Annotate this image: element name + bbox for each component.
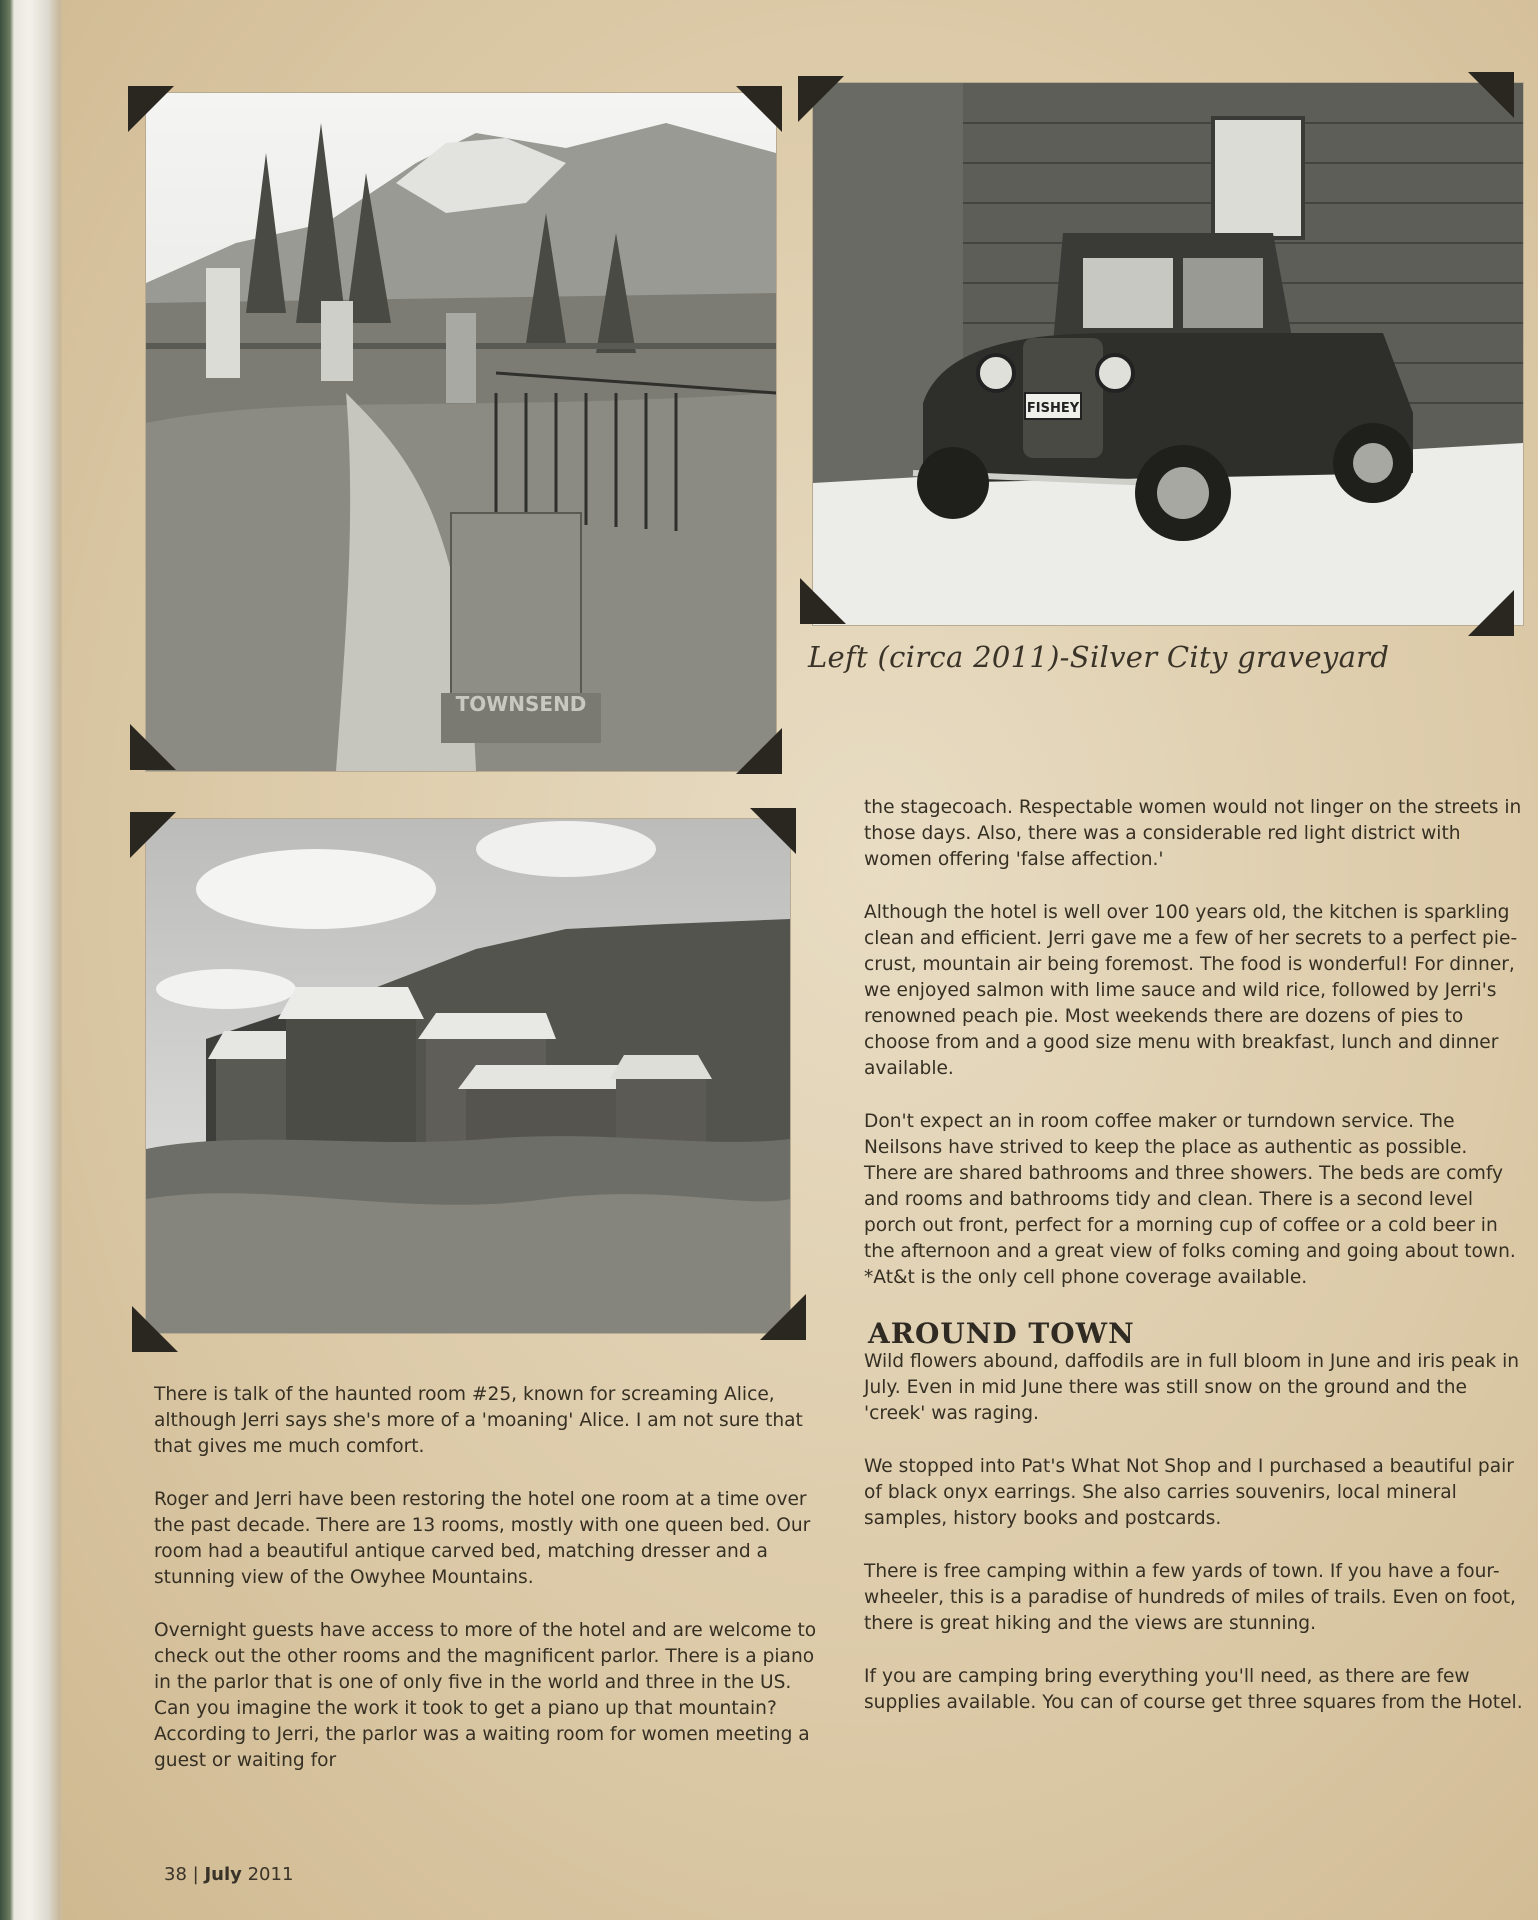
photo-corner-bl bbox=[130, 724, 176, 770]
page-footer bbox=[164, 1864, 293, 1885]
page-number: 38 bbox=[164, 1864, 187, 1885]
body-paragraph: There is free camping within a few yards of town. If you have a four-wheeler, this is a paradise of hundreds of miles of trails. Even on foot, there is great hiking and the views are stunning. bbox=[864, 1561, 1516, 1634]
body-paragraph: Wild flowers abound, daffodils are in full bloom in June and iris peak in July. Even in mid June there was still snow on the ground and the 'creek' was raging. bbox=[864, 1351, 1520, 1424]
headstone-text: TOWNSEND bbox=[455, 692, 587, 716]
photo-corner-bl bbox=[132, 1306, 178, 1352]
photo-corner-tr bbox=[736, 86, 782, 132]
footer-year: 2011 bbox=[247, 1864, 294, 1885]
footer-month: July bbox=[204, 1864, 242, 1885]
photo-corner-br bbox=[736, 728, 782, 774]
body-paragraph: the stagecoach. Respectable women would not linger on the streets in those days. Also, there was a considerable red light district with women offering 'false affection.' bbox=[864, 797, 1522, 870]
license-plate-text: FISHEY bbox=[1026, 401, 1080, 416]
hotel-image bbox=[146, 819, 790, 1333]
body-paragraph: Don't expect an in room coffee maker or turndown service. The Neilsons have strived to keep the place as authentic as possible. There are shared bathrooms and three showers. The beds are comfy and rooms and bathrooms tidy and clean. There is a second level porch out front, perfect for a morning cup of coffee or a cold beer in the afternoon and a great view of folks coming and going about town. bbox=[864, 1111, 1516, 1262]
body-paragraph: We stopped into Pat's What Not Shop and I purchased a beautiful pair of black onyx earrings. She also carries souvenirs, local mineral samples, history books and postcards. bbox=[864, 1456, 1514, 1529]
hotel-photo bbox=[145, 818, 791, 1334]
photo-corner-tl bbox=[798, 76, 844, 122]
photo-caption: Left (circa 2011)-Silver City graveyard bbox=[808, 640, 1390, 674]
body-paragraph: Roger and Jerri have been restoring the hotel one room at a time over the past decade. There are 13 rooms, mostly with one queen bed. Our room had a beautiful antique carved bed, matching dresser and a stunning view of the Owyhee Mountains. bbox=[154, 1489, 811, 1588]
footer-separator: | bbox=[192, 1864, 199, 1885]
body-paragraph: Although the hotel is well over 100 years old, the kitchen is sparkling clean and efficient. Jerri gave me a few of her secrets to a perfect pie- crust, mountain air being foremost. The food is wonderful! For dinner, we enjoyed salmon with lime sauce and wild rice, followed by Jerri's renowned peach pie. Most weekends there are dozens of pies to choose from and a good size menu with breakfast, lunch and dinner available. bbox=[864, 902, 1518, 1079]
photo-corner-br bbox=[760, 1294, 806, 1340]
graveyard-photo bbox=[145, 92, 777, 772]
body-paragraph: Overnight guests have access to more of the hotel and are welcome to check out the other rooms and the magnificent parlor. There is a piano in the parlor that is one of only five in the world and three in the US. Can you imagine the work it took to get a piano up that mountain? According to Jerri, the parlor was a waiting room for women meeting a guest or waiting for bbox=[154, 1620, 817, 1771]
magazine-spine bbox=[0, 0, 62, 1920]
photo-corner-tl bbox=[128, 86, 174, 132]
photo-corner-tl bbox=[130, 812, 176, 858]
truck-image bbox=[813, 83, 1523, 625]
left-text-column bbox=[154, 1382, 820, 1774]
graveyard-image bbox=[146, 93, 776, 771]
photo-corner-br bbox=[1468, 590, 1514, 636]
body-paragraph: If you are camping bring everything you'll need, as there are few supplies available. You can of course get three squares from the Hotel. bbox=[864, 1666, 1523, 1713]
coverage-note: *At&t is the only cell phone coverage available. bbox=[864, 1267, 1308, 1288]
body-paragraph: There is talk of the haunted room #25, known for screaming Alice, although Jerri says she's more of a 'moaning' Alice. I am not sure that that gives me much comfort. bbox=[154, 1384, 803, 1457]
section-heading-around-town: AROUND TOWN bbox=[868, 1317, 1135, 1350]
right-text-column bbox=[864, 795, 1526, 1716]
truck-photo bbox=[812, 82, 1524, 626]
photo-corner-tr bbox=[750, 808, 796, 854]
photo-corner-tr bbox=[1468, 72, 1514, 118]
photo-corner-bl bbox=[800, 578, 846, 624]
